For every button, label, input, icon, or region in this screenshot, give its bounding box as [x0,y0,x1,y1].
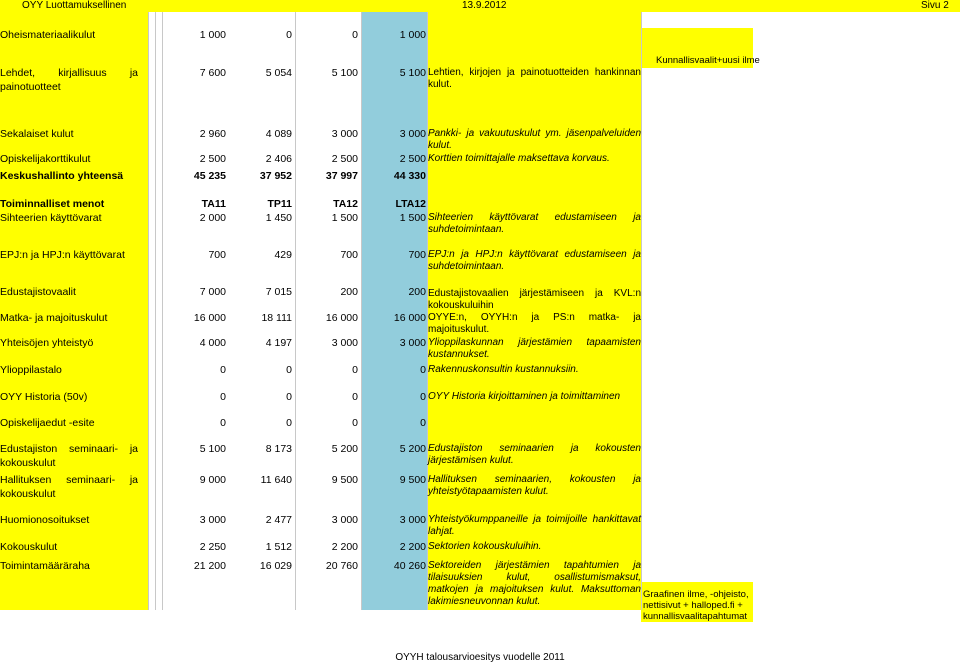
ta11-value: 21 200 [193,560,226,572]
ta12-value: 0 [352,391,358,403]
header-date: 13.9.2012 [462,0,507,11]
tp11-value: 0 [286,417,292,429]
lta12-value: 700 [408,249,426,261]
row-label: Sekalaiset kulut [0,128,74,140]
ta12-value: 3 000 [331,128,358,140]
lta12-value: 40 260 [393,560,426,572]
row-label: Ylioppilastalo [0,364,62,376]
row-label: Toimintamääräraha [0,560,90,572]
ta12-value: 0 [352,417,358,429]
ta12-value: 16 000 [325,312,358,324]
row-label: Hallituksen seminaari- ja kokouskulut [0,474,138,500]
tp11-value: 0 [286,364,292,376]
ta12-value: 37 997 [325,170,358,182]
lta12-value: 1 000 [399,29,426,41]
row-label: Oheismateriaalikulut [0,29,96,41]
section-title: Toiminnalliset menot [0,198,105,210]
tp11-value: 1 512 [265,541,292,553]
ta11-value: 2 960 [199,128,226,140]
lta12-value: 5 100 [399,67,426,79]
tp11-value: 1 450 [265,212,292,224]
row-label: Kokouskulut [0,541,58,553]
tp11-value: 37 952 [259,170,292,182]
ta12-value: 700 [340,249,358,261]
ta12-value: 0 [352,29,358,41]
ta12-value: 1 500 [331,212,358,224]
ta11-value: 16 000 [193,312,226,324]
row-note: Pankki- ja vakuutuskulut ym. jäsenpalveluiden kulut. [428,128,641,151]
row-label: OYY Historia (50v) [0,391,88,403]
col-header-lta12: LTA12 [395,198,426,210]
ta12-value: 3 000 [331,337,358,349]
row-label: Lehdet, kirjallisuus ja painotuotteet [0,67,138,93]
row-label: Opiskelijaedut -esite [0,417,95,429]
table-row [0,28,960,42]
page-header [0,0,960,12]
ta12-value: 3 000 [331,514,358,526]
table-row [0,169,960,183]
col-header-tp11: TP11 [267,198,292,210]
ta12-value: 2 200 [331,541,358,553]
tp11-value: 2 477 [265,514,292,526]
ta12-value: 0 [352,364,358,376]
ta12-value: 20 760 [325,560,358,572]
ta11-value: 0 [220,391,226,403]
row-note: Lehtien, kirjojen ja painotuotteiden hankinnan kulut. [428,67,641,90]
side-note: Kunnallisvaalit+uusi ilme [656,55,760,66]
tp11-value: 16 029 [259,560,292,572]
tp11-value: 429 [274,249,292,261]
col-header-ta12: TA12 [333,198,358,210]
row-note: EPJ:n ja HPJ:n käyttövarat edustamiseen ja suhdetoimintaan. [428,249,641,272]
ta11-value: 7 000 [199,286,226,298]
ta11-value: 2 500 [199,153,226,165]
tp11-value: 18 111 [261,312,292,324]
ta12-value: 5 100 [331,67,358,79]
lta12-value: 3 000 [399,514,426,526]
ta11-value: 0 [220,364,226,376]
row-note: Sektoreiden järjestämien tapahtumien ja tilaisuuksien kulut, osallistumismaksut, matkojen ja majoituksen kulut. Maksuttoman lakimiesneuvonnan kulut. [428,560,641,607]
lta12-value: 44 330 [393,170,426,182]
lta12-value: 9 500 [399,474,426,486]
tp11-value: 11 640 [260,474,292,486]
ta11-value: 7 600 [199,67,226,79]
row-label: Edustajistovaalit [0,286,76,298]
tp11-value: 7 015 [265,286,292,298]
tp11-value: 8 173 [265,443,292,455]
lta12-value: 1 500 [399,212,426,224]
lta12-value: 16 000 [393,312,426,324]
row-label: EPJ:n ja HPJ:n käyttövarat [0,249,125,261]
ta11-value: 0 [220,417,226,429]
ta11-value: 700 [208,249,226,261]
row-note: OYY Historia kirjoittaminen ja toimittaminen [428,391,621,402]
row-label: Yhteisöjen yhteistyö [0,337,94,349]
tp11-value: 5 054 [265,67,292,79]
row-note: Sihteerien käyttövarat edustamiseen ja suhdetoimintaan. [428,212,641,235]
row-note: Edustajiston seminaarien ja kokousten järjestämisen kulut. [428,443,641,466]
ta11-value: 2 250 [199,541,226,553]
ta11-value: 5 100 [199,443,226,455]
table-row [0,416,960,430]
row-note: Sektorien kokouskuluihin. [428,541,542,552]
row-note: Hallituksen seminaarien, kokousten ja yhteistyötapaamisten kulut. [428,474,641,497]
row-note: Rakennuskonsultin kustannuksiin. [428,364,579,375]
row-note: OYYE:n, OYYH:n ja PS:n matka- ja majoituskulut. [428,312,641,335]
lta12-value: 0 [420,391,426,403]
lta12-value: 3 000 [399,128,426,140]
lta12-value: 2 200 [399,541,426,553]
ta11-value: 3 000 [199,514,226,526]
ta12-value: 2 500 [331,153,358,165]
ta11-value: 9 000 [199,474,226,486]
row-note: Edustajistovaalien järjestämiseen ja KVL:n kokouskuluihin [428,288,641,311]
lta12-value: 3 000 [399,337,426,349]
row-label: Huomionosoitukset [0,514,90,526]
row-label: Keskushallinto yhteensä [0,170,124,182]
lta12-value: 2 500 [399,153,426,165]
row-note: Ylioppilaskunnan järjestämien tapaamisten kustannukset. [428,337,641,360]
col-header-ta11: TA11 [201,198,226,210]
tp11-value: 4 197 [265,337,292,349]
ta11-value: 1 000 [199,29,226,41]
confidential-label: OYY Luottamuksellinen [22,0,127,11]
ta12-value: 9 500 [331,474,358,486]
lta12-value: 0 [420,417,426,429]
tp11-value: 4 089 [265,128,292,140]
row-label: Opiskelijakorttikulut [0,153,91,165]
row-label: Edustajiston seminaari- ja kokouskulut [0,443,138,469]
row-label: Matka- ja majoituskulut [0,312,108,324]
row-label: Sihteerien käyttövarat [0,212,102,224]
ta11-value: 2 000 [199,212,226,224]
lta12-value: 200 [408,286,426,298]
page-footer: OYYH talousarvioesitys vuodelle 2011 [395,652,565,663]
tp11-value: 0 [286,391,292,403]
ta11-value: 4 000 [199,337,226,349]
tp11-value: 2 406 [265,153,292,165]
table-header-row [0,197,960,211]
ta11-value: 45 235 [193,170,226,182]
ta12-value: 200 [340,286,358,298]
tp11-value: 0 [286,29,292,41]
side-note: Graafinen ilme, -ohjeisto, nettisivut + halloped.fi + kunnallisvaalitapahtumat [643,589,749,622]
lta12-value: 5 200 [399,443,426,455]
row-note: Yhteistyökumppaneille ja toimijoille hankittavat lahjat. [428,514,641,537]
ta12-value: 5 200 [331,443,358,455]
row-note: Korttien toimittajalle maksettava korvaus. [428,153,610,164]
page-number: Sivu 2 [921,0,949,11]
lta12-value: 0 [420,364,426,376]
